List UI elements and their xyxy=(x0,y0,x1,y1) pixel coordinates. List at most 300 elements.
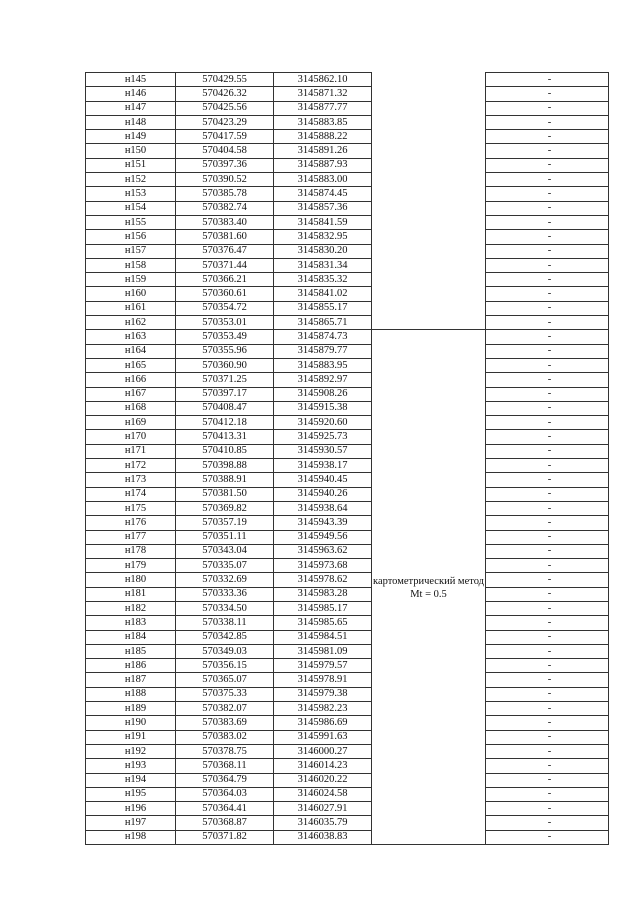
mark-cell: - xyxy=(491,644,609,658)
point-id-cell: н181 xyxy=(96,587,176,601)
y-coordinate-cell: 3145857.36 xyxy=(274,201,372,215)
y-coordinate-cell: 3145832.95 xyxy=(274,230,372,244)
y-coordinate-cell: 3145871.32 xyxy=(274,87,372,101)
y-coordinate-cell: 3145984.51 xyxy=(274,630,372,644)
table-row xyxy=(86,358,609,372)
point-id-cell: н153 xyxy=(96,187,176,201)
y-coordinate-cell: 3145855.17 xyxy=(274,301,372,315)
x-coordinate-cell: 570383.40 xyxy=(176,215,274,229)
y-coordinate-cell: 3145883.95 xyxy=(274,358,372,372)
table-row xyxy=(86,73,609,87)
mark-cell: - xyxy=(491,187,609,201)
row-spacer-cell xyxy=(86,673,97,687)
point-id-cell: н197 xyxy=(96,816,176,830)
mark-cell: - xyxy=(491,730,609,744)
table-row xyxy=(86,401,609,415)
table-row xyxy=(86,487,609,501)
table-row xyxy=(86,730,609,744)
y-coordinate-cell: 3145925.73 xyxy=(274,430,372,444)
y-coordinate-cell: 3145865.71 xyxy=(274,316,372,330)
point-id-cell: н188 xyxy=(96,687,176,701)
x-coordinate-cell: 570334.50 xyxy=(176,601,274,615)
y-coordinate-cell: 3145879.77 xyxy=(274,344,372,358)
row-spacer-cell xyxy=(86,73,97,87)
x-coordinate-cell: 570410.85 xyxy=(176,444,274,458)
table-row xyxy=(86,215,609,229)
x-coordinate-cell: 570385.78 xyxy=(176,187,274,201)
x-coordinate-cell: 570369.82 xyxy=(176,501,274,515)
point-id-cell: н195 xyxy=(96,787,176,801)
point-id-cell: н191 xyxy=(96,730,176,744)
row-spacer-cell xyxy=(86,87,97,101)
table-row xyxy=(86,101,609,115)
x-coordinate-cell: 570381.50 xyxy=(176,487,274,501)
x-coordinate-cell: 570398.88 xyxy=(176,459,274,473)
row-spacer-cell xyxy=(86,787,97,801)
row-spacer-cell xyxy=(86,659,97,673)
mark-cell: - xyxy=(491,401,609,415)
row-spacer-cell xyxy=(86,330,97,344)
y-coordinate-cell: 3145940.45 xyxy=(274,473,372,487)
y-coordinate-cell: 3145892.97 xyxy=(274,373,372,387)
point-id-cell: н176 xyxy=(96,516,176,530)
row-spacer-cell xyxy=(86,344,97,358)
mark-cell: - xyxy=(491,273,609,287)
table-row xyxy=(86,115,609,129)
row-spacer-cell xyxy=(86,616,97,630)
method-cell-empty xyxy=(372,73,486,330)
table-row xyxy=(86,144,609,158)
point-id-cell: н192 xyxy=(96,744,176,758)
x-coordinate-cell: 570376.47 xyxy=(176,244,274,258)
mark-cell: - xyxy=(491,802,609,816)
mark-cell: - xyxy=(491,459,609,473)
point-id-cell: н173 xyxy=(96,473,176,487)
row-spacer-cell xyxy=(86,702,97,716)
x-coordinate-cell: 570356.15 xyxy=(176,659,274,673)
point-id-cell: н150 xyxy=(96,144,176,158)
x-coordinate-cell: 570353.49 xyxy=(176,330,274,344)
row-spacer-cell xyxy=(86,716,97,730)
row-spacer-cell xyxy=(86,115,97,129)
point-id-cell: н151 xyxy=(96,158,176,172)
y-coordinate-cell: 3145915.38 xyxy=(274,401,372,415)
table-row xyxy=(86,387,609,401)
row-spacer-cell xyxy=(86,444,97,458)
point-id-cell: н152 xyxy=(96,173,176,187)
mark-cell: - xyxy=(491,444,609,458)
mark-cell: - xyxy=(491,373,609,387)
y-coordinate-cell: 3145888.22 xyxy=(274,130,372,144)
mark-cell: - xyxy=(491,616,609,630)
table-row xyxy=(86,759,609,773)
y-coordinate-cell: 3145981.09 xyxy=(274,644,372,658)
point-id-cell: н154 xyxy=(96,201,176,215)
y-coordinate-cell: 3145985.17 xyxy=(274,601,372,615)
x-coordinate-cell: 570378.75 xyxy=(176,744,274,758)
table-row xyxy=(86,644,609,658)
table-row xyxy=(86,173,609,187)
y-coordinate-cell: 3145862.10 xyxy=(274,73,372,87)
table-row xyxy=(86,816,609,830)
table-row xyxy=(86,601,609,615)
y-coordinate-cell: 3145982.23 xyxy=(274,702,372,716)
point-id-cell: н178 xyxy=(96,544,176,558)
x-coordinate-cell: 570371.25 xyxy=(176,373,274,387)
table-row xyxy=(86,702,609,716)
mark-cell: - xyxy=(491,759,609,773)
row-spacer-cell xyxy=(86,802,97,816)
x-coordinate-cell: 570332.69 xyxy=(176,573,274,587)
table-row xyxy=(86,301,609,315)
point-id-cell: н146 xyxy=(96,87,176,101)
x-coordinate-cell: 570412.18 xyxy=(176,416,274,430)
table-row xyxy=(86,516,609,530)
mark-cell: - xyxy=(491,587,609,601)
row-spacer-cell xyxy=(86,487,97,501)
y-coordinate-cell: 3145949.56 xyxy=(274,530,372,544)
mark-cell: - xyxy=(491,158,609,172)
row-spacer-cell xyxy=(86,387,97,401)
table-row xyxy=(86,773,609,787)
table-row xyxy=(86,444,609,458)
mark-cell: - xyxy=(491,830,609,844)
table-row xyxy=(86,430,609,444)
table-row xyxy=(86,330,609,344)
row-spacer-cell xyxy=(86,301,97,315)
mark-cell: - xyxy=(491,173,609,187)
x-coordinate-cell: 570375.33 xyxy=(176,687,274,701)
row-spacer-cell xyxy=(86,201,97,215)
mark-cell: - xyxy=(491,416,609,430)
x-coordinate-cell: 570364.79 xyxy=(176,773,274,787)
y-coordinate-cell: 3146024.58 xyxy=(274,787,372,801)
y-coordinate-cell: 3146027.91 xyxy=(274,802,372,816)
row-spacer-cell xyxy=(86,187,97,201)
table-row xyxy=(86,530,609,544)
y-coordinate-cell: 3145887.93 xyxy=(274,158,372,172)
mark-cell: - xyxy=(491,601,609,615)
table-row xyxy=(86,473,609,487)
row-spacer-cell xyxy=(86,730,97,744)
point-id-cell: н156 xyxy=(96,230,176,244)
row-spacer-cell xyxy=(86,587,97,601)
x-coordinate-cell: 570429.55 xyxy=(176,73,274,87)
table-row xyxy=(86,158,609,172)
mark-cell: - xyxy=(491,716,609,730)
mark-cell: - xyxy=(491,816,609,830)
point-id-cell: н145 xyxy=(96,73,176,87)
y-coordinate-cell: 3145883.00 xyxy=(274,173,372,187)
table-row xyxy=(86,587,609,601)
x-coordinate-cell: 570408.47 xyxy=(176,401,274,415)
y-coordinate-cell: 3145930.57 xyxy=(274,444,372,458)
row-spacer-cell xyxy=(86,601,97,615)
row-spacer-cell xyxy=(86,373,97,387)
point-id-cell: н160 xyxy=(96,287,176,301)
table-row xyxy=(86,258,609,272)
point-id-cell: н193 xyxy=(96,759,176,773)
x-coordinate-cell: 570343.04 xyxy=(176,544,274,558)
y-coordinate-cell: 3145986.69 xyxy=(274,716,372,730)
y-coordinate-cell: 3145841.59 xyxy=(274,215,372,229)
table-row xyxy=(86,344,609,358)
x-coordinate-cell: 570342.85 xyxy=(176,630,274,644)
point-id-cell: н183 xyxy=(96,616,176,630)
y-coordinate-cell: 3146000.27 xyxy=(274,744,372,758)
table-row xyxy=(86,87,609,101)
table-row xyxy=(86,830,609,844)
point-id-cell: н164 xyxy=(96,344,176,358)
row-spacer-cell xyxy=(86,258,97,272)
row-spacer-cell xyxy=(86,544,97,558)
row-spacer-cell xyxy=(86,158,97,172)
y-coordinate-cell: 3145841.02 xyxy=(274,287,372,301)
table-row xyxy=(86,559,609,573)
mark-cell: - xyxy=(491,744,609,758)
row-spacer-cell xyxy=(86,401,97,415)
point-id-cell: н198 xyxy=(96,830,176,844)
point-id-cell: н168 xyxy=(96,401,176,415)
x-coordinate-cell: 570333.36 xyxy=(176,587,274,601)
mark-cell: - xyxy=(491,687,609,701)
row-spacer-cell xyxy=(86,816,97,830)
x-coordinate-cell: 570368.11 xyxy=(176,759,274,773)
y-coordinate-cell: 3146035.79 xyxy=(274,816,372,830)
y-coordinate-cell: 3145874.45 xyxy=(274,187,372,201)
mark-cell: - xyxy=(491,358,609,372)
mark-cell: - xyxy=(491,316,609,330)
mark-cell: - xyxy=(491,144,609,158)
y-coordinate-cell: 3145973.68 xyxy=(274,559,372,573)
table-row xyxy=(86,659,609,673)
table-row xyxy=(86,459,609,473)
row-spacer-cell xyxy=(86,516,97,530)
mark-cell: - xyxy=(491,230,609,244)
row-spacer-cell xyxy=(86,144,97,158)
y-coordinate-cell: 3145985.65 xyxy=(274,616,372,630)
x-coordinate-cell: 570382.74 xyxy=(176,201,274,215)
mark-cell: - xyxy=(491,87,609,101)
table-row xyxy=(86,744,609,758)
point-id-cell: н177 xyxy=(96,530,176,544)
point-id-cell: н186 xyxy=(96,659,176,673)
table-row xyxy=(86,673,609,687)
point-id-cell: н163 xyxy=(96,330,176,344)
row-spacer-cell xyxy=(86,830,97,844)
row-spacer-cell xyxy=(86,273,97,287)
mark-cell: - xyxy=(491,630,609,644)
mark-cell: - xyxy=(491,487,609,501)
row-spacer-cell xyxy=(86,287,97,301)
y-coordinate-cell: 3145978.62 xyxy=(274,573,372,587)
y-coordinate-cell: 3145979.57 xyxy=(274,659,372,673)
row-spacer-cell xyxy=(86,244,97,258)
y-coordinate-cell: 3145877.77 xyxy=(274,101,372,115)
mark-cell: - xyxy=(491,244,609,258)
point-id-cell: н189 xyxy=(96,702,176,716)
mark-cell: - xyxy=(491,201,609,215)
row-spacer-cell xyxy=(86,573,97,587)
point-id-cell: н170 xyxy=(96,430,176,444)
x-coordinate-cell: 570397.17 xyxy=(176,387,274,401)
table-row xyxy=(86,787,609,801)
table-row xyxy=(86,316,609,330)
x-coordinate-cell: 570425.56 xyxy=(176,101,274,115)
table-row xyxy=(86,687,609,701)
table-row xyxy=(86,230,609,244)
x-coordinate-cell: 570426.32 xyxy=(176,87,274,101)
row-spacer-cell xyxy=(86,358,97,372)
mark-cell: - xyxy=(491,215,609,229)
row-spacer-cell xyxy=(86,501,97,515)
x-coordinate-cell: 570423.29 xyxy=(176,115,274,129)
point-id-cell: н182 xyxy=(96,601,176,615)
point-id-cell: н171 xyxy=(96,444,176,458)
row-spacer-cell xyxy=(86,630,97,644)
mark-cell: - xyxy=(491,702,609,716)
x-coordinate-cell: 570371.44 xyxy=(176,258,274,272)
point-id-cell: н159 xyxy=(96,273,176,287)
table-row xyxy=(86,373,609,387)
y-coordinate-cell: 3145883.85 xyxy=(274,115,372,129)
point-id-cell: н180 xyxy=(96,573,176,587)
point-id-cell: н165 xyxy=(96,358,176,372)
table-row xyxy=(86,501,609,515)
row-spacer-cell xyxy=(86,230,97,244)
x-coordinate-cell: 570360.61 xyxy=(176,287,274,301)
point-id-cell: н149 xyxy=(96,130,176,144)
point-id-cell: н161 xyxy=(96,301,176,315)
row-spacer-cell xyxy=(86,530,97,544)
x-coordinate-cell: 570351.11 xyxy=(176,530,274,544)
x-coordinate-cell: 570349.03 xyxy=(176,644,274,658)
y-coordinate-cell: 3145938.64 xyxy=(274,501,372,515)
x-coordinate-cell: 570383.69 xyxy=(176,716,274,730)
x-coordinate-cell: 570357.19 xyxy=(176,516,274,530)
mark-cell: - xyxy=(491,787,609,801)
table-row xyxy=(86,201,609,215)
point-id-cell: н148 xyxy=(96,115,176,129)
y-coordinate-cell: 3145874.73 xyxy=(274,330,372,344)
row-spacer-cell xyxy=(86,416,97,430)
point-id-cell: н162 xyxy=(96,316,176,330)
point-id-cell: н175 xyxy=(96,501,176,515)
x-coordinate-cell: 570335.07 xyxy=(176,559,274,573)
method-cell: картометрический метод Mt = 0.5 xyxy=(372,330,486,845)
mark-cell: - xyxy=(491,101,609,115)
x-coordinate-cell: 570417.59 xyxy=(176,130,274,144)
x-coordinate-cell: 570338.11 xyxy=(176,616,274,630)
x-coordinate-cell: 570365.07 xyxy=(176,673,274,687)
mark-cell: - xyxy=(491,287,609,301)
x-coordinate-cell: 570353.01 xyxy=(176,316,274,330)
point-id-cell: н196 xyxy=(96,802,176,816)
point-id-cell: н158 xyxy=(96,258,176,272)
point-id-cell: н169 xyxy=(96,416,176,430)
mark-cell: - xyxy=(491,573,609,587)
x-coordinate-cell: 570371.82 xyxy=(176,830,274,844)
x-coordinate-cell: 570383.02 xyxy=(176,730,274,744)
mark-cell: - xyxy=(491,659,609,673)
table-row xyxy=(86,573,609,587)
mark-cell: - xyxy=(491,344,609,358)
x-coordinate-cell: 570397.36 xyxy=(176,158,274,172)
x-coordinate-cell: 570354.72 xyxy=(176,301,274,315)
point-id-cell: н147 xyxy=(96,101,176,115)
point-id-cell: н179 xyxy=(96,559,176,573)
row-spacer-cell xyxy=(86,759,97,773)
mark-cell: - xyxy=(491,673,609,687)
table-row xyxy=(86,244,609,258)
x-coordinate-cell: 570364.41 xyxy=(176,802,274,816)
row-spacer-cell xyxy=(86,644,97,658)
table-row xyxy=(86,630,609,644)
y-coordinate-cell: 3145979.38 xyxy=(274,687,372,701)
mark-cell: - xyxy=(491,516,609,530)
mark-cell: - xyxy=(491,301,609,315)
y-coordinate-cell: 3145991.63 xyxy=(274,730,372,744)
point-id-cell: н157 xyxy=(96,244,176,258)
mark-cell: - xyxy=(491,330,609,344)
y-coordinate-cell: 3145830.20 xyxy=(274,244,372,258)
y-coordinate-cell: 3145831.34 xyxy=(274,258,372,272)
point-id-cell: н190 xyxy=(96,716,176,730)
point-id-cell: н184 xyxy=(96,630,176,644)
table-row xyxy=(86,273,609,287)
row-spacer-cell xyxy=(86,459,97,473)
table-row xyxy=(86,716,609,730)
row-spacer-cell xyxy=(86,559,97,573)
row-spacer-cell xyxy=(86,130,97,144)
x-coordinate-cell: 570366.21 xyxy=(176,273,274,287)
x-coordinate-cell: 570381.60 xyxy=(176,230,274,244)
y-coordinate-cell: 3146020.22 xyxy=(274,773,372,787)
x-coordinate-cell: 570364.03 xyxy=(176,787,274,801)
point-id-cell: н185 xyxy=(96,644,176,658)
x-coordinate-cell: 570388.91 xyxy=(176,473,274,487)
y-coordinate-cell: 3145978.91 xyxy=(274,673,372,687)
table-row xyxy=(86,416,609,430)
x-coordinate-cell: 570390.52 xyxy=(176,173,274,187)
x-coordinate-cell: 570368.87 xyxy=(176,816,274,830)
y-coordinate-cell: 3146014.23 xyxy=(274,759,372,773)
table-row xyxy=(86,187,609,201)
mark-cell: - xyxy=(491,73,609,87)
row-spacer-cell xyxy=(86,173,97,187)
mark-cell: - xyxy=(491,773,609,787)
mark-cell: - xyxy=(491,544,609,558)
mark-cell: - xyxy=(491,130,609,144)
y-coordinate-cell: 3145983.28 xyxy=(274,587,372,601)
row-spacer-cell xyxy=(86,101,97,115)
mark-cell: - xyxy=(491,387,609,401)
x-coordinate-cell: 570404.58 xyxy=(176,144,274,158)
table-row xyxy=(86,544,609,558)
point-id-cell: н155 xyxy=(96,215,176,229)
mark-cell: - xyxy=(491,430,609,444)
y-coordinate-cell: 3145963.62 xyxy=(274,544,372,558)
point-id-cell: н166 xyxy=(96,373,176,387)
y-coordinate-cell: 3145943.39 xyxy=(274,516,372,530)
y-coordinate-cell: 3145940.26 xyxy=(274,487,372,501)
row-spacer-cell xyxy=(86,430,97,444)
table-row xyxy=(86,287,609,301)
x-coordinate-cell: 570413.31 xyxy=(176,430,274,444)
table-row xyxy=(86,616,609,630)
table-body xyxy=(86,73,609,845)
y-coordinate-cell: 3145938.17 xyxy=(274,459,372,473)
